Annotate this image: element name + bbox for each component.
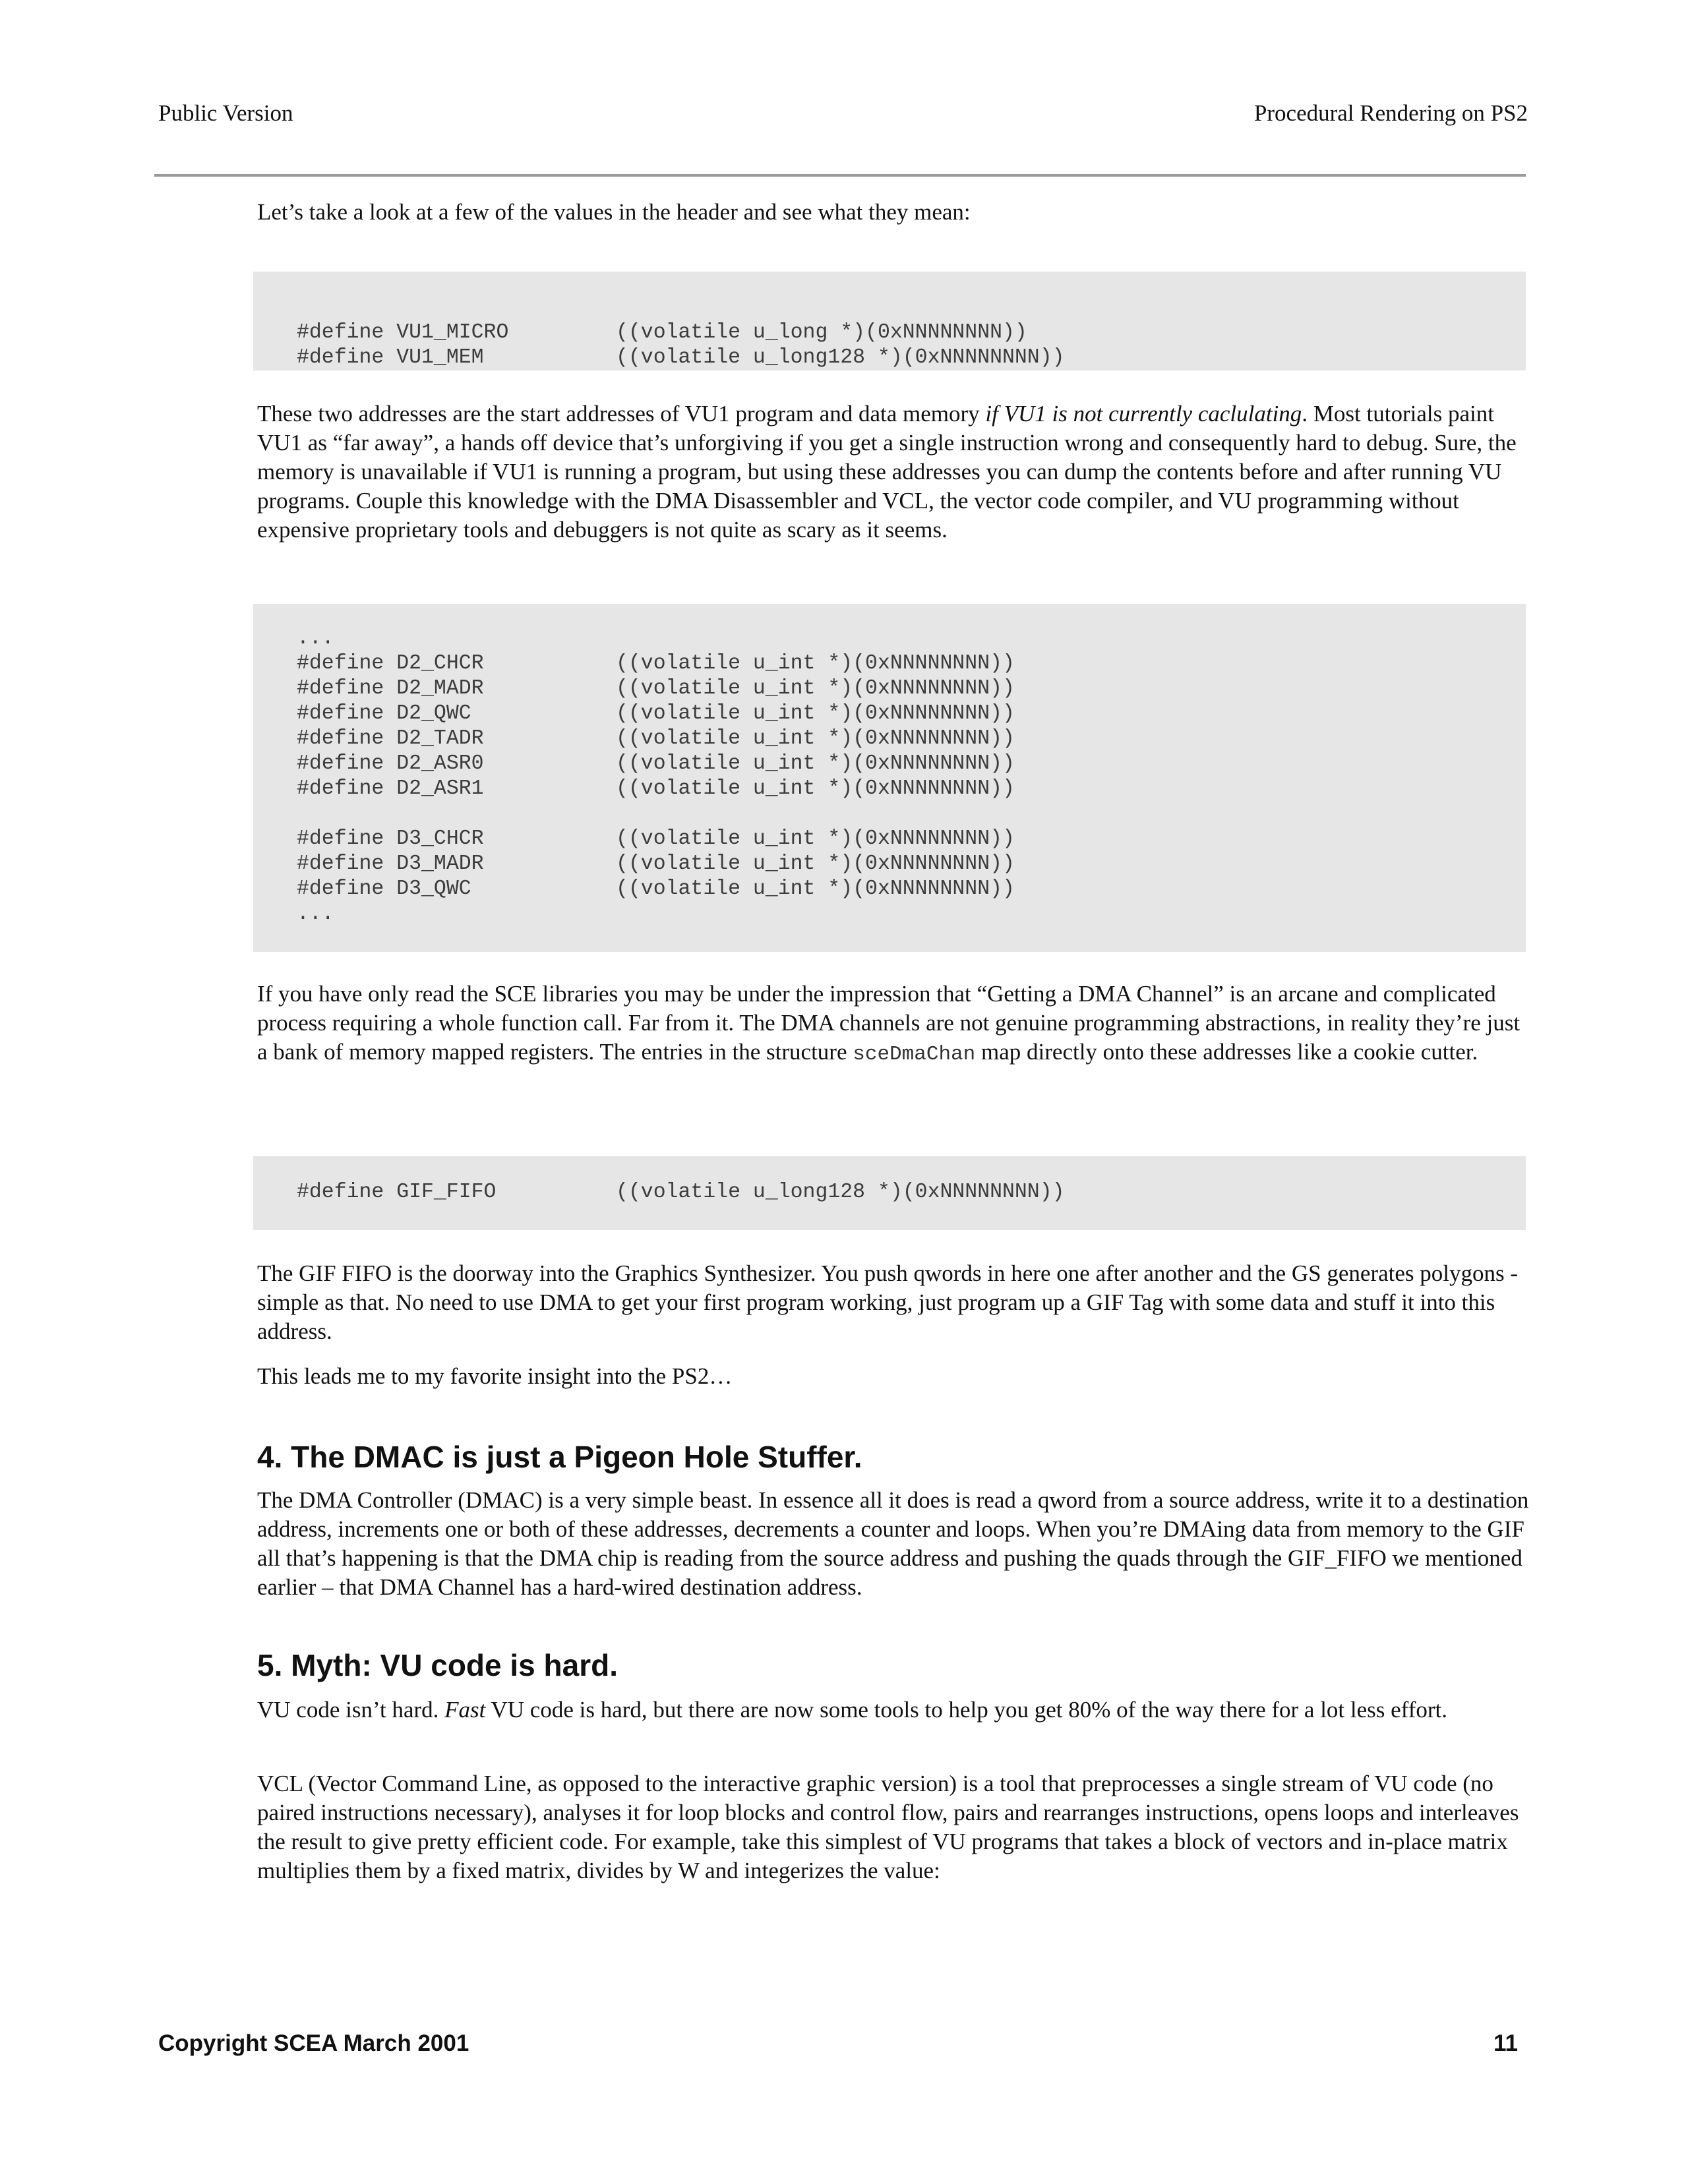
section-5-paragraph-2: VCL (Vector Command Line, as opposed to the interactive graphic version) is a tool that preprocesses a single stream of VU code (no paired instructions necessary), analyses it for loop blocks and control flow, pairs and rearranges instructions, opens loops and interleaves the result to give pretty efficient code. For example, take this simplest of VU programs that takes a block of vectors and in-place matrix multiplies them by a fixed matrix, divides by W and integerizes the value: xyxy=(257,1771,1519,1883)
gif-fifo-paragraph: The GIF FIFO is the doorway into the Graphics Synthesizer. You push qwords in here one after another and the GS generates polygons - simple as that. No need to use DMA to get your first program working, just program up a GIF Tag with some data and stuff it into this address. xyxy=(257,1260,1519,1344)
header-divider xyxy=(154,174,1526,177)
code-line: #define VU1_MEM ((volatile u_long128 *)(0xNNNNNNNN)) xyxy=(297,346,1065,369)
code-ellipsis: ... xyxy=(297,627,334,650)
dma-channel-paragraph: If you have only read the SCE libraries you may be under the impression that “Getting a DMA Channel” is an arcane and complicated process requiring a whole function call. Far from it. The DMA channels are not genuine programming abstractions, in reality they’re just a bank of memory mapped registers. The entries in the structure sceDmaChan map directly onto these addresses like a cookie cutter. xyxy=(257,981,1521,1066)
vu1-memory-paragraph: These two addresses are the start addresses of VU1 program and data memory if VU1 is not currently caclulating. Most tutorials paint VU1 as “far away”, a hands off device that’s unforgiving if you get a single instruction wrong and consequently hard to debug. Sure, the memory is unavailable if VU1 is running a program, but using these addresses you can dump the contents before and after running VU programs. Couple this knowledge with the DMA Disassembler and VCL, the vector code compiler, and VU programming without expensive proprietary tools and debuggers is not quite as scary as it seems. xyxy=(257,401,1517,543)
section-5-heading: 5. Myth: VU code is hard. xyxy=(257,1648,618,1682)
intro-paragraph: Let’s take a look at a few of the values in the header and see what they mean: xyxy=(257,199,971,225)
code-ellipsis: ... xyxy=(297,902,334,926)
section-5-paragraph-1: VU code isn’t hard. Fast VU code is hard, but there are now some tools to help you get 80% of the way there for a lot less effort. xyxy=(257,1697,1447,1723)
code-line: #define VU1_MICRO ((volatile u_long *)(0xNNNNNNNN)) xyxy=(297,321,1027,344)
footer-copyright: Copyright SCEA March 2001 xyxy=(158,2030,469,2056)
header-left-text: Public Version xyxy=(158,100,293,126)
transition-paragraph: This leads me to my favorite insight into the PS2… xyxy=(257,1363,733,1389)
code-block-vu1 xyxy=(253,272,1526,370)
section-4-body: The DMA Controller (DMAC) is a very simple beast. In essence all it does is read a qword from a source address, write it to a destination address, increments one or both of these addresses, decrements a counter and loops. When you’re DMAing data from memory to the GIF all that’s happening is that the DMA chip is reading from the source address and pushing the quads through the GIF_FIFO we mentioned earlier – that DMA Channel has a hard-wired destination address. xyxy=(257,1487,1529,1600)
code-block-dma-channels: ... #define D2_CHCR ((volatile u_int *)(0xNNNNNNNN)) #define D2_MADR ((volatile u_int *)(0xNNNNNNNN)) #define D2_QWC ((volatile u_int *)(0xNNNNNNNN)) #define D2_TADR ((volatile u_int *)(0xNNNNNNNN)) #define D2_ASR0 ((volatile u_int *)(0xNNNNNNNN)) #define D2_ASR1 ((volatile u_int *)(0xNNNNNNNN)) #define D3_CHCR ((volatile u_int *)(0xNNNNNNNN)) #define D3_MADR ((volatile u_int *)(0xNNNNNNNN)) #define D3_QWC ((volatile u_int *)(0xNNNNNNNN)) ... xyxy=(253,604,1526,952)
code-block-gif-fifo: #define GIF_FIFO ((volatile u_long128 *)(0xNNNNNNNN)) xyxy=(253,1156,1526,1230)
header-right-text: Procedural Rendering on PS2 xyxy=(1253,100,1528,126)
page-number: 11 xyxy=(1493,2030,1518,2056)
section-4-heading: 4. The DMAC is just a Pigeon Hole Stuffer. xyxy=(257,1440,862,1474)
inline-code: sceDmaChan xyxy=(853,1043,976,1066)
